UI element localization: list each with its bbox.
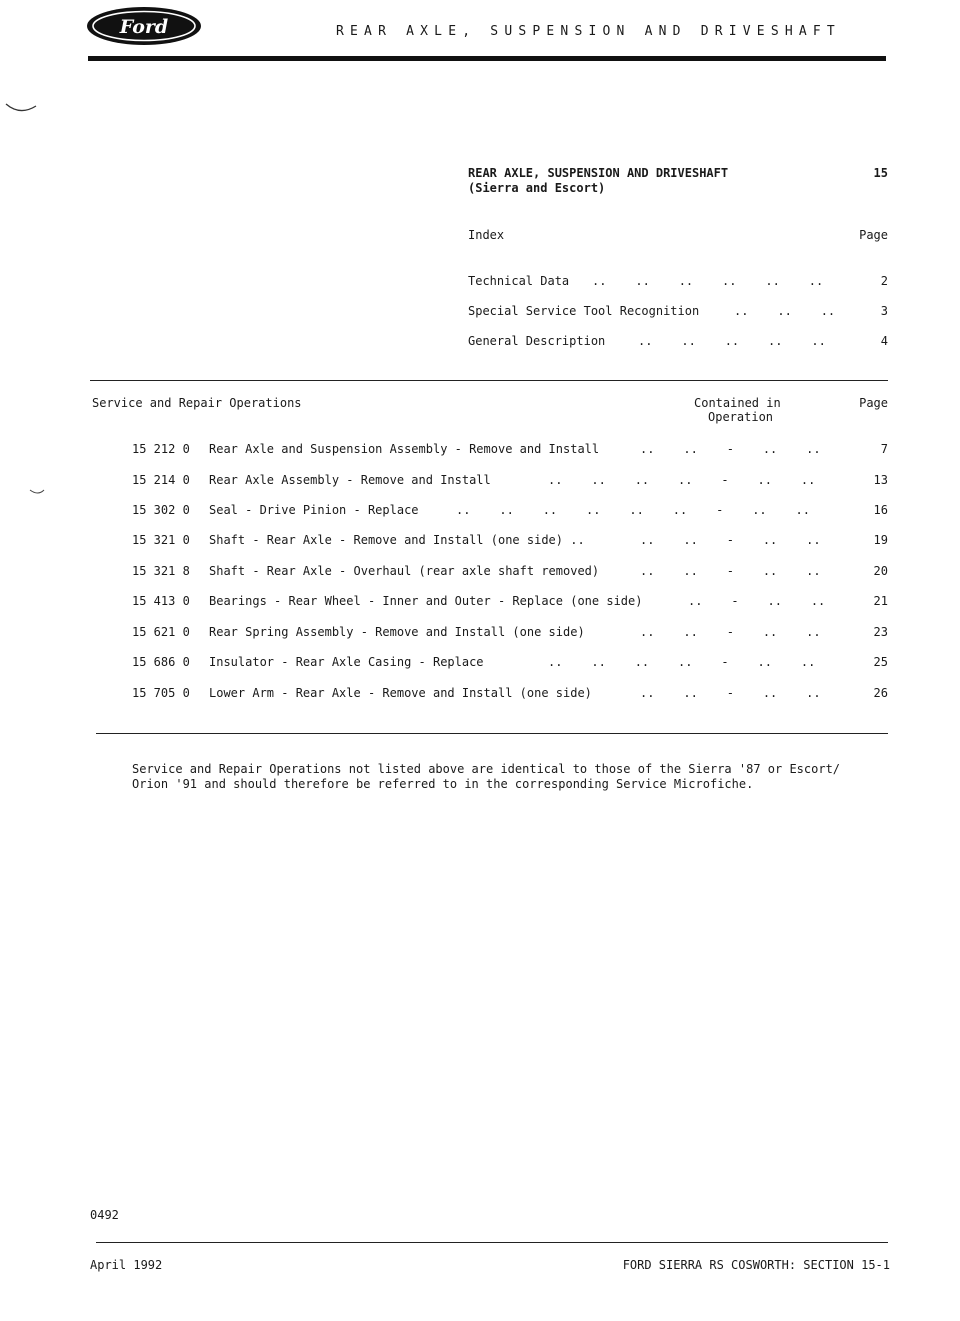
operation-description: Rear Spring Assembly - Remove and Install (one side)	[209, 625, 585, 639]
operation-page: 25	[873, 655, 888, 669]
index-entry-leader: .. .. .. .. .. ..	[592, 274, 824, 288]
index-page-label: Page	[859, 228, 888, 242]
index-entry-label: Special Service Tool Recognition	[468, 304, 700, 318]
footer-code: 0492	[90, 1208, 119, 1222]
index-entry-label: General Description	[468, 334, 606, 348]
divider-top	[90, 380, 888, 381]
operation-description: Insulator - Rear Axle Casing - Replace	[209, 655, 484, 669]
section-number: 15	[873, 166, 888, 180]
operation-code: 15 214 0	[132, 473, 190, 487]
operation-code: 15 321 0	[132, 533, 190, 547]
operation-page: 20	[873, 564, 888, 578]
operation-code: 15 705 0	[132, 686, 190, 700]
operation-leader: .. .. .. .. .. .. - .. ..	[456, 503, 811, 517]
index-entry-label: Technical Data	[468, 274, 570, 288]
operation-leader: .. .. - .. ..	[640, 625, 821, 639]
operation-leader: .. - .. ..	[688, 594, 826, 608]
index-entry-page: 4	[880, 334, 888, 348]
section-subtitle: (Sierra and Escort)	[468, 181, 606, 195]
operation-leader: .. .. - .. ..	[640, 533, 821, 547]
running-header: REAR AXLE, SUSPENSION AND DRIVESHAFT	[336, 24, 841, 39]
operation-page: 13	[873, 473, 888, 487]
operation-page: 7	[880, 442, 888, 456]
operation-page: 16	[873, 503, 888, 517]
operation-description: Lower Arm - Rear Axle - Remove and Install (one side)	[209, 686, 592, 700]
operation-leader: .. .. - .. ..	[640, 442, 821, 456]
footer-rule	[96, 1242, 888, 1243]
operation-leader: .. .. - .. ..	[640, 686, 821, 700]
operation-leader: .. .. .. .. - .. ..	[548, 473, 816, 487]
margin-marks-graphic	[0, 90, 60, 610]
index-entry-leader: .. .. ..	[734, 304, 836, 318]
operation-code: 15 621 0	[132, 625, 190, 639]
divider-bottom	[96, 733, 888, 734]
operation-code: 15 686 0	[132, 655, 190, 669]
section-title: REAR AXLE, SUSPENSION AND DRIVESHAFT	[468, 166, 729, 180]
operation-page: 26	[873, 686, 888, 700]
operations-page-label: Page	[859, 396, 888, 410]
note-line-2: Orion '91 and should therefore be referred to in the corresponding Service Microfiche.	[132, 777, 754, 791]
footer-date: April 1992	[90, 1258, 163, 1272]
index-entry-page: 3	[880, 304, 888, 318]
operation-code: 15 321 8	[132, 564, 190, 578]
header-rule	[88, 56, 886, 61]
contained-in-label: Contained in	[694, 396, 781, 410]
operation-description: Shaft - Rear Axle - Remove and Install (one side) ..	[209, 533, 585, 547]
index-entry-leader: .. .. .. .. ..	[638, 334, 826, 348]
ford-logo	[84, 4, 204, 48]
operation-leader: .. .. .. .. - .. ..	[548, 655, 816, 669]
operation-description: Bearings - Rear Wheel - Inner and Outer - Replace (one side)	[209, 594, 643, 608]
operations-heading: Service and Repair Operations	[92, 396, 302, 410]
operation-leader: .. .. - .. ..	[640, 564, 821, 578]
index-label: Index	[468, 228, 505, 242]
operation-label: Operation	[708, 410, 774, 424]
operation-description: Seal - Drive Pinion - Replace	[209, 503, 419, 517]
footer-reference: FORD SIERRA RS COSWORTH: SECTION 15-1	[622, 1258, 890, 1272]
operation-code: 15 413 0	[132, 594, 190, 608]
operation-code: 15 212 0	[132, 442, 190, 456]
operation-page: 21	[873, 594, 888, 608]
index-entry-page: 2	[880, 274, 888, 288]
operation-description: Shaft - Rear Axle - Overhaul (rear axle shaft removed)	[209, 564, 600, 578]
logo-wordmark: Ford	[119, 16, 169, 38]
operation-description: Rear Axle and Suspension Assembly - Remove and Install	[209, 442, 600, 456]
note-line-1: Service and Repair Operations not listed above are identical to those of the Sierra '87 or Escort/	[132, 762, 841, 776]
operation-page: 19	[873, 533, 888, 547]
operation-code: 15 302 0	[132, 503, 190, 517]
operation-page: 23	[873, 625, 888, 639]
operation-description: Rear Axle Assembly - Remove and Install	[209, 473, 491, 487]
